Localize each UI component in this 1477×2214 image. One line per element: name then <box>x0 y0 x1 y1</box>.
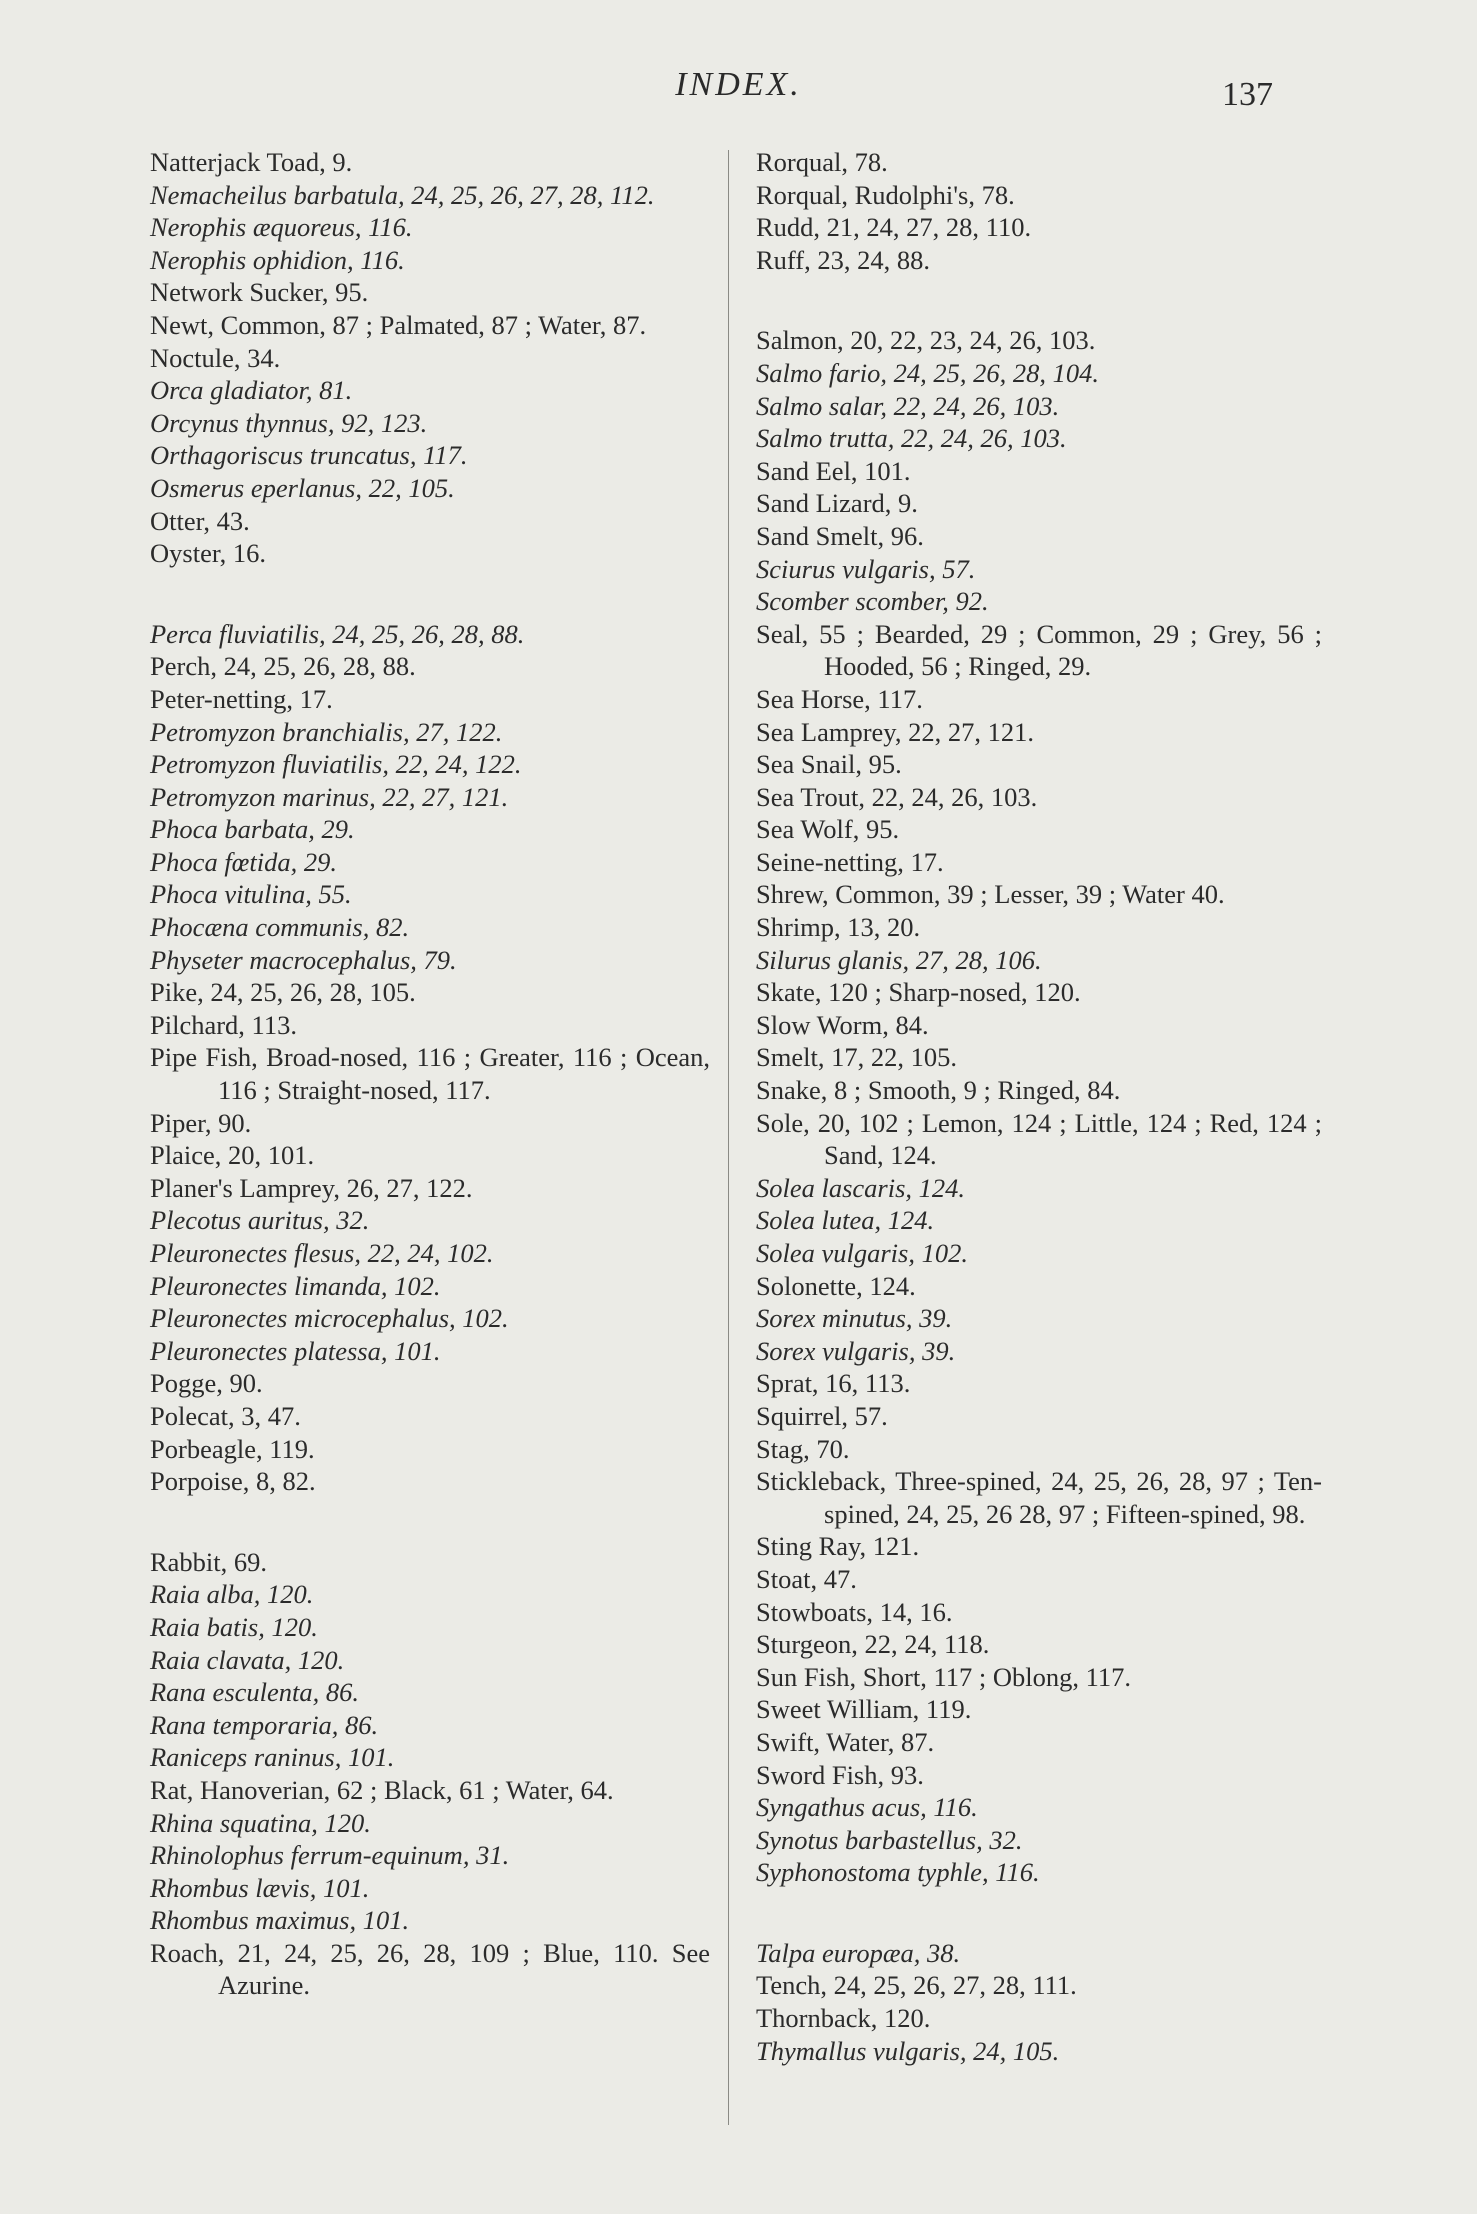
index-entry: Petromyzon marinus, 22, 27, 121. <box>150 781 509 812</box>
index-entry: Natterjack Toad, 9. <box>150 147 353 177</box>
index-entry: Polecat, 3, 47. <box>150 1400 301 1431</box>
index-entry: Rat, Hanoverian, 62 ; Black, 61 ; Water, 64. <box>150 1774 614 1805</box>
index-entry: Solea vulgaris, 102. <box>756 1238 968 1268</box>
index-entry: Sciurus vulgaris, 57. <box>756 553 976 584</box>
index-entry: Sea Snail, 95. <box>756 749 902 780</box>
index-entry: Raia batis, 120. <box>150 1611 318 1642</box>
index-entry: Rhombus maximus, 101. <box>150 1905 410 1936</box>
index-entry: Rabbit, 69. <box>150 1546 268 1577</box>
index-entry: Phoca barbata, 29. <box>150 814 355 845</box>
index-entry: Shrew, Common, 39 ; Lesser, 39 ; Water 40. <box>756 879 1225 910</box>
index-entry: Porpoise, 8, 82. <box>150 1466 316 1497</box>
index-entry: Smelt, 17, 22, 105. <box>756 1042 957 1073</box>
section-gap <box>150 570 710 618</box>
index-entry: Pike, 24, 25, 26, 28, 105. <box>150 977 416 1008</box>
index-entry: Stoat, 47. <box>756 1563 857 1594</box>
index-entry: Syphonostoma typhle, 116. <box>756 1857 1040 1888</box>
index-entry: Silurus glanis, 27, 28, 106. <box>756 944 1042 975</box>
section-gap <box>150 1498 710 1546</box>
index-entry: Newt, Common, 87 ; Palmated, 87 ; Water, 87. <box>150 309 647 340</box>
index-entry: Solonette, 124. <box>756 1270 916 1301</box>
index-entry: Plecotus auritus, 32. <box>150 1205 370 1236</box>
index-entry: Peter-netting, 17. <box>150 683 333 714</box>
index-entry: Rhina squatina, 120. <box>150 1807 371 1838</box>
running-title: INDEX. <box>675 66 802 103</box>
index-entry: Phocæna communis, 82. <box>150 912 410 943</box>
index-entry: Network Sucker, 95. <box>150 277 369 308</box>
index-entry: Sea Lamprey, 22, 27, 121. <box>756 716 1034 747</box>
index-entry: Porbeagle, 119. <box>150 1433 315 1464</box>
index-entry: Nemacheilus barbatula, 24, 25, 26, 27, 28, 112. <box>150 179 655 210</box>
index-entry: Sprat, 16, 113. <box>756 1368 911 1399</box>
index-entry: Sorex vulgaris, 39. <box>756 1335 956 1366</box>
index-entry: Pilchard, 113. <box>150 1009 297 1040</box>
index-entry: Phoca vitulina, 55. <box>150 879 352 910</box>
index-entry: Solea lutea, 124. <box>756 1205 935 1236</box>
index-entry: Salmo fario, 24, 25, 26, 28, 104. <box>756 357 1100 388</box>
index-entry: Rana esculenta, 86. <box>150 1677 360 1708</box>
index-entry: Rudd, 21, 24, 27, 28, 110. <box>756 212 1032 243</box>
index-entry: Solea lascaris, 124. <box>756 1172 966 1203</box>
index-entry: Raia clavata, 120. <box>150 1644 345 1675</box>
index-entry: Perch, 24, 25, 26, 28, 88. <box>150 651 416 682</box>
index-entry: Noctule, 34. <box>150 342 281 373</box>
index-entry: Pleuronectes limanda, 102. <box>150 1270 441 1301</box>
index-entry: Stickleback, Three-spined, 24, 25, 26, 28, 97 ; Ten-spined, 24, 25, 26 28, 97 ; Fifteen-spined, 98. <box>756 1466 1322 1529</box>
index-entry: Stag, 70. <box>756 1433 850 1464</box>
index-entry: Salmo trutta, 22, 24, 26, 103. <box>756 423 1067 454</box>
index-entry: Seine-netting, 17. <box>756 846 944 877</box>
index-entry: Sole, 20, 102 ; Lemon, 124 ; Little, 124 ; Red, 124 ; Sand, 124. <box>756 1107 1322 1171</box>
index-entry: Perca fluviatilis, 24, 25, 26, 28, 88. <box>150 618 525 649</box>
index-entry: Sun Fish, Short, 117 ; Oblong, 117. <box>756 1661 1131 1692</box>
index-entry: Skate, 120 ; Sharp-nosed, 120. <box>756 977 1081 1008</box>
index-entry: Sweet William, 119. <box>756 1694 972 1725</box>
index-entry: Salmo salar, 22, 24, 26, 103. <box>756 390 1060 421</box>
index-entry: Pipe Fish, Broad-nosed, 116 ; Greater, 116 ; Ocean, 116 ; Straight-nosed, 117. <box>150 1042 710 1106</box>
index-entry: Sea Horse, 117. <box>756 683 923 714</box>
index-entry: Raia alba, 120. <box>150 1579 314 1610</box>
index-entry: Pleuronectes flesus, 22, 24, 102. <box>150 1238 494 1268</box>
index-entry: Sword Fish, 93. <box>756 1759 924 1790</box>
index-entry: Sting Ray, 121. <box>756 1531 920 1562</box>
index-entry: Rorqual, Rudolphi's, 78. <box>756 179 1015 210</box>
index-entry: Petromyzon fluviatilis, 22, 24, 122. <box>150 749 522 780</box>
index-entry: Planer's Lamprey, 26, 27, 122. <box>150 1172 473 1203</box>
index-entry: Synotus barbastellus, 32. <box>756 1824 1023 1855</box>
index-column-left <box>150 146 710 2002</box>
index-entry: Orca gladiator, 81. <box>150 375 353 406</box>
index-entry: Talpa europæa, 38. <box>756 1937 961 1968</box>
index-entry: Piper, 90. <box>150 1107 252 1138</box>
index-entry: Oyster, 16. <box>150 538 266 569</box>
section-gap <box>756 276 1322 324</box>
index-entry: Roach, 21, 24, 25, 26, 28, 109 ; Blue, 110. See Azurine. <box>150 1937 710 2001</box>
index-entry: Nerophis æquoreus, 116. <box>150 212 413 243</box>
page-number: 137 <box>1222 76 1273 113</box>
index-entry: Sand Smelt, 96. <box>756 520 924 551</box>
index-entry: Orcynus thynnus, 92, 123. <box>150 407 428 438</box>
index-entry: Physeter macrocephalus, 79. <box>150 944 457 975</box>
index-entry: Sand Eel, 101. <box>756 455 911 486</box>
index-entry: Sturgeon, 22, 24, 118. <box>756 1629 990 1660</box>
index-entry: Rhombus lævis, 101. <box>150 1872 370 1903</box>
index-entry: Scomber scomber, 92. <box>756 586 989 617</box>
index-entry: Shrimp, 13, 20. <box>756 912 921 943</box>
column-divider <box>728 150 729 2125</box>
index-entry: Stowboats, 14, 16. <box>756 1596 953 1627</box>
index-entry: Phoca fœtida, 29. <box>150 846 337 877</box>
index-entry: Thymallus vulgaris, 24, 105. <box>756 2035 1060 2066</box>
index-entry: Swift, Water, 87. <box>756 1726 935 1757</box>
index-entry: Tench, 24, 25, 26, 27, 28, 111. <box>756 1970 1077 2001</box>
index-entry: Raniceps raninus, 101. <box>150 1742 395 1773</box>
index-entry: Orthagoriscus truncatus, 117. <box>150 440 468 471</box>
index-entry: Seal, 55 ; Bearded, 29 ; Common, 29 ; Grey, 56 ; Hooded, 56 ; Ringed, 29. <box>756 618 1322 682</box>
index-entry: Thornback, 120. <box>756 2003 931 2034</box>
section-gap <box>756 1889 1322 1937</box>
index-entry: Squirrel, 57. <box>756 1400 888 1431</box>
index-entry: Petromyzon branchialis, 27, 122. <box>150 716 503 747</box>
index-entry: Otter, 43. <box>150 505 250 536</box>
index-entry: Sea Trout, 22, 24, 26, 103. <box>756 781 1038 812</box>
index-entry: Snake, 8 ; Smooth, 9 ; Ringed, 84. <box>756 1075 1121 1106</box>
index-entry: Rana temporaria, 86. <box>150 1709 379 1740</box>
index-entry: Sea Wolf, 95. <box>756 814 900 845</box>
index-entry: Slow Worm, 84. <box>756 1009 929 1040</box>
index-entry: Ruff, 23, 24, 88. <box>756 244 930 275</box>
index-entry: Sorex minutus, 39. <box>756 1303 953 1334</box>
index-entry: Plaice, 20, 101. <box>150 1140 315 1171</box>
index-entry: Pleuronectes platessa, 101. <box>150 1335 441 1366</box>
index-entry: Rorqual, 78. <box>756 147 888 177</box>
index-entry: Osmerus eperlanus, 22, 105. <box>150 472 455 503</box>
index-entry: Rhinolophus ferrum-equinum, 31. <box>150 1840 510 1871</box>
index-entry: Sand Lizard, 9. <box>756 488 918 519</box>
index-entry: Pogge, 90. <box>150 1368 263 1399</box>
index-entry: Syngathus acus, 116. <box>756 1792 978 1823</box>
index-entry: Nerophis ophidion, 116. <box>150 244 405 275</box>
index-column-right <box>756 146 1322 2067</box>
index-entry: Salmon, 20, 22, 23, 24, 26, 103. <box>756 325 1096 356</box>
index-entry: Pleuronectes microcephalus, 102. <box>150 1303 509 1334</box>
